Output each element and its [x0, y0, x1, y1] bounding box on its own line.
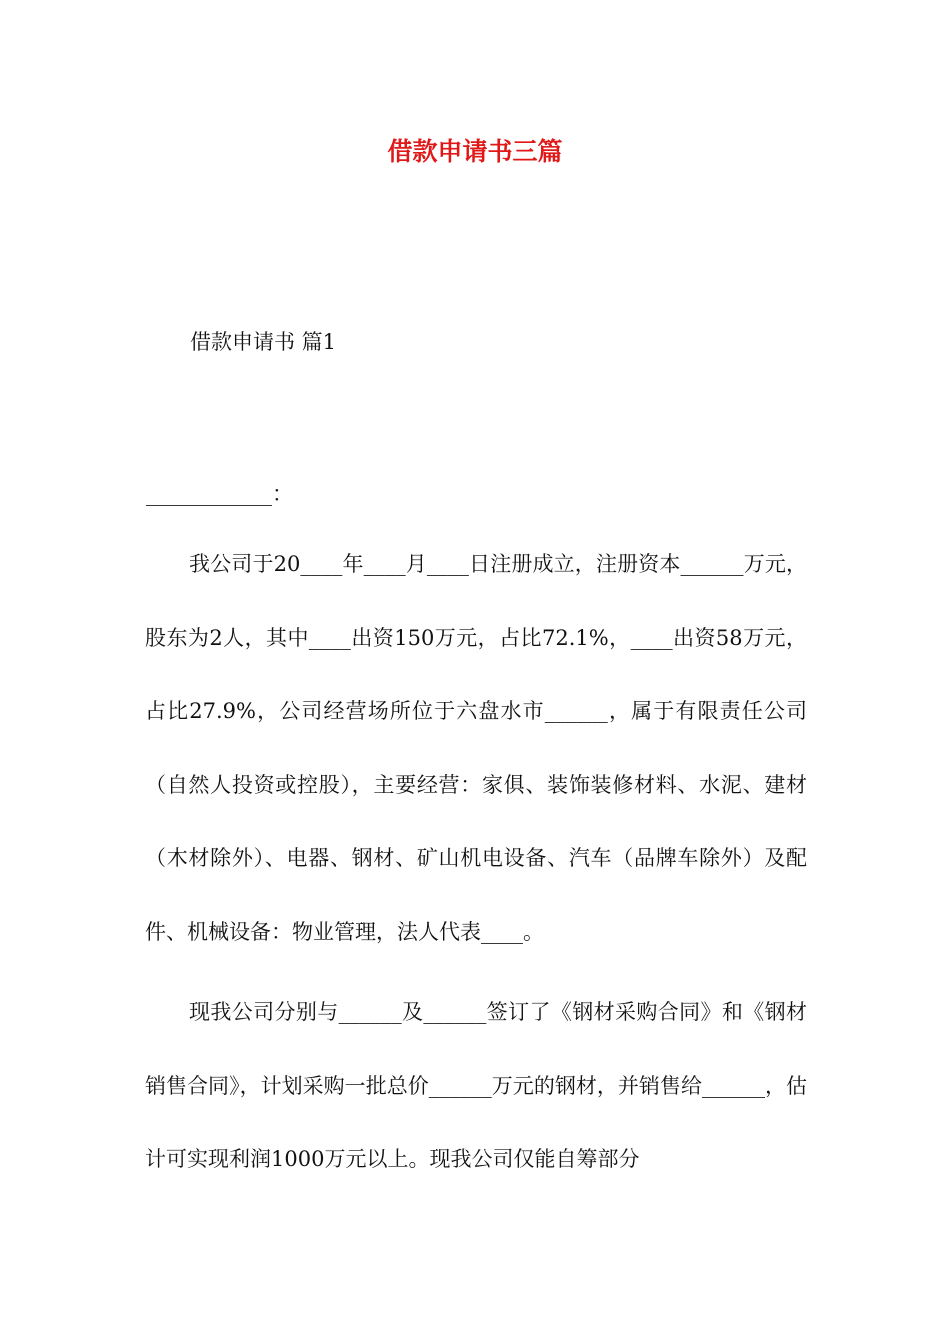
document-title: 借款申请书三篇 — [387, 137, 563, 166]
body-paragraph: 现我公司分别与______及______签订了《钢材采购合同》和《钢材销售合同》，计划采购一批总价______万元的钢材，并销售给______，估计可实现利润1000万元以上。现我公司仅能自筹部分 — [145, 1000, 807, 1171]
section-heading: 借款申请书 篇1 — [190, 330, 337, 354]
body-paragraph: 我公司于20____年____月____日注册成立，注册资本______万元，股东为2人，其中____出资150万元，占比72.1%，____出资58万元，占比27.9%，公司经营场所位于六盘水市______，属于有限责任公司（自然人投资或控股），主要经营：家俱、装饰装修材料、水泥、建材（木材除外）、电器、钢材、矿山机电设备、汽车（品牌车除外）及配件、机械设备：物业管理，法人代表____。 — [145, 552, 807, 944]
salutation-line: ____________： — [146, 482, 293, 506]
